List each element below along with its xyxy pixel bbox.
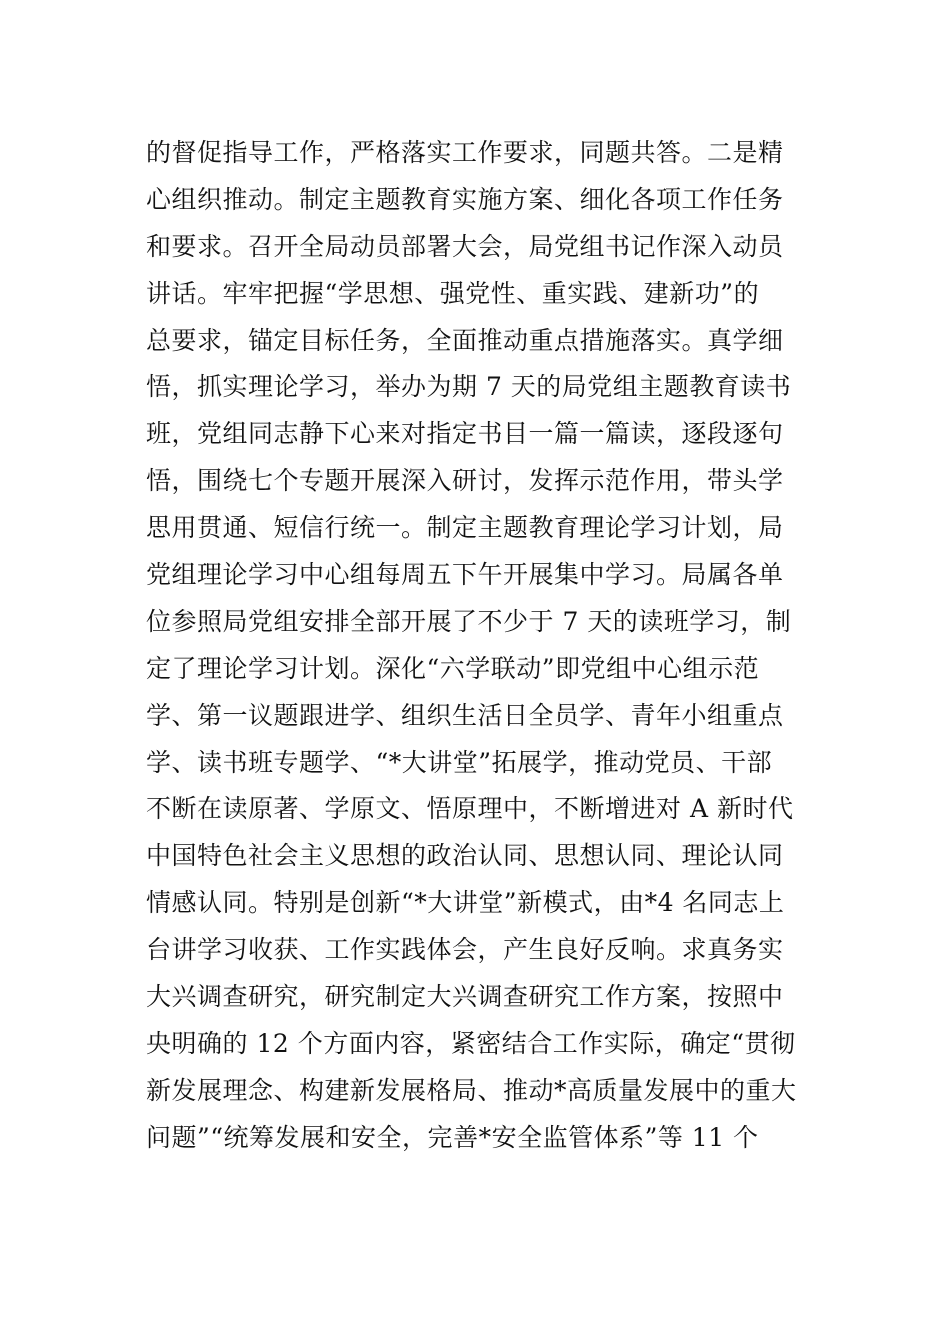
body-text — [146, 130, 816, 1162]
text-line: 大兴调查研究，研究制定大兴调查研究工作方案，按照中 — [146, 982, 784, 1012]
text-line: 心组织推动。制定主题教育实施方案、细化各项工作任务 — [146, 184, 784, 214]
text-line: 的督促指导工作，严格落实工作要求，同题共答。二是精 — [146, 138, 784, 167]
text-line: 悟，围绕七个专题开展深入研讨，发挥示范作用，带头学 — [146, 466, 784, 496]
text-line: 班，党组同志静下心来对指定书目一篇一篇读，逐段逐句 — [146, 419, 784, 449]
text-line: 新发展理念、构建新发展格局、推动*高质量发展中的重大 — [146, 1075, 797, 1105]
text-line: 讲话。牢牢把握“学思想、强党性、重实践、建新功”的 — [146, 278, 760, 308]
text-line: 中国特色社会主义思想的政治认同、思想认同、理论认同 — [146, 841, 784, 871]
text-line: 悟，抓实理论学习，举办为期 7 天的局党组主题教育读书 — [146, 372, 792, 402]
text-line: 思用贯通、短信行统一。制定主题教育理论学习计划，局 — [146, 513, 784, 543]
text-line: 总要求，锚定目标任务，全面推动重点措施落实。真学细 — [146, 325, 784, 355]
text-line: 不断在读原著、学原文、悟原理中，不断增进对 A 新时代 — [146, 794, 794, 824]
text-line: 台讲学习收获、工作实践体会，产生良好反响。求真务实 — [146, 935, 784, 965]
text-line: 定了理论学习计划。深化“六学联动”即党组中心组示范 — [146, 653, 760, 683]
text-line: 和要求。召开全局动员部署大会，局党组书记作深入动员 — [146, 231, 784, 261]
text-line: 情感认同。特别是创新“*大讲堂”新模式，由*4 名同志上 — [146, 888, 785, 918]
text-line: 问题”“统筹发展和安全，完善*安全监管体系”等 11 个 — [146, 1122, 759, 1152]
text-line: 学、读书班专题学、“*大讲堂”拓展学，推动党员、干部 — [146, 747, 773, 777]
text-line: 学、第一议题跟进学、组织生活日全员学、青年小组重点 — [146, 700, 784, 730]
text-line: 央明确的 12 个方面内容，紧密结合工作实际，确定“贯彻 — [146, 1028, 796, 1058]
text-line: 党组理论学习中心组每周五下午开展集中学习。局属各单 — [146, 560, 784, 590]
text-line: 位参照局党组安排全部开展了不少于 7 天的读班学习，制 — [146, 606, 792, 636]
